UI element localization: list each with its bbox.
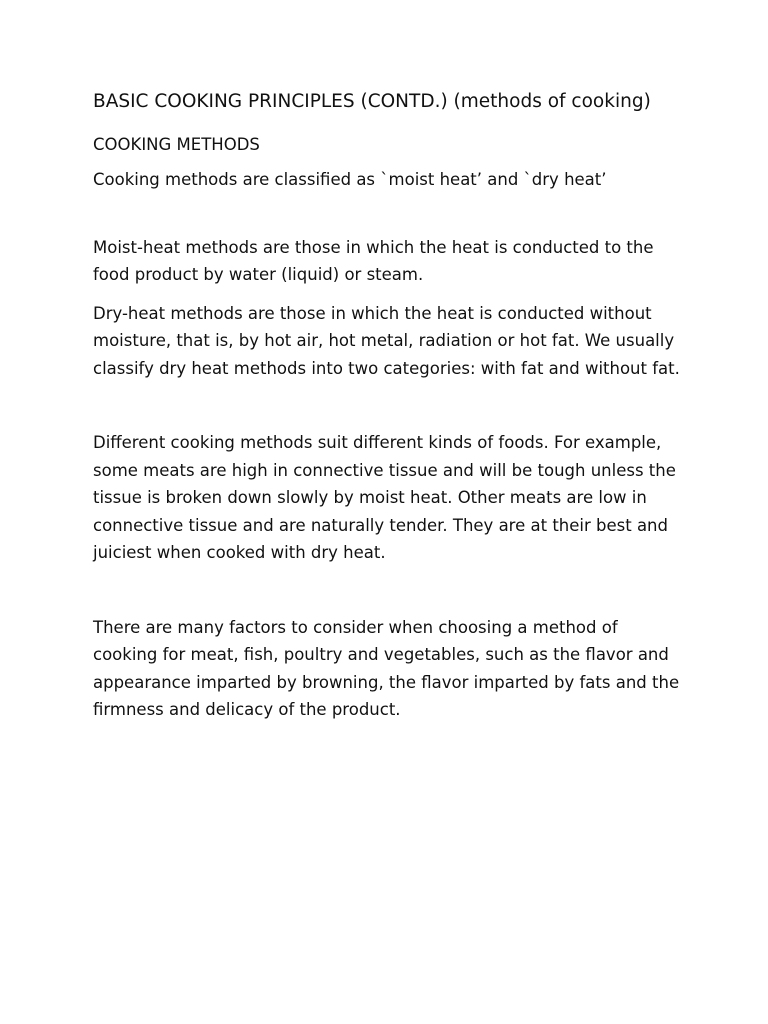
paragraph-factors: There are many factors to consider when choosing a method of cooking for meat, fish, poultry and vegetables, such as the flavor and appearance imparted by browning, the flavor imparted by fats and the firmness and delicacy of the product.	[93, 617, 680, 719]
paragraph-moist-heat: Moist-heat methods are those in which the heat is conducted to the food product by water (liquid) or steam.	[93, 237, 654, 284]
section-heading: COOKING METHODS	[93, 135, 260, 154]
document-title: BASIC COOKING PRINCIPLES (CONTD.) (methods of cooking)	[93, 91, 651, 112]
paragraph-food-suitability: Different cooking methods suit different kinds of foods. For example, some meats are high in connective tissue and will be tough unless the tissue is broken down slowly by moist heat. Other meats are low in connective tissue and are naturally tender. They are at their best and juiciest when cooked with dry heat.	[93, 433, 676, 562]
spacer	[93, 567, 683, 614]
document-body	[93, 88, 683, 724]
paragraph-dry-heat: Dry-heat methods are those in which the heat is conducted without moisture, that is, by hot air, hot metal, radiation or hot fat. We usually classify dry heat methods into two categories: with fat and without fat.	[93, 303, 680, 378]
spacer	[93, 289, 683, 300]
spacer	[93, 194, 683, 234]
spacer	[93, 382, 683, 429]
paragraph-classification: Cooking methods are classified as `moist heat’ and `dry heat’	[93, 170, 607, 189]
